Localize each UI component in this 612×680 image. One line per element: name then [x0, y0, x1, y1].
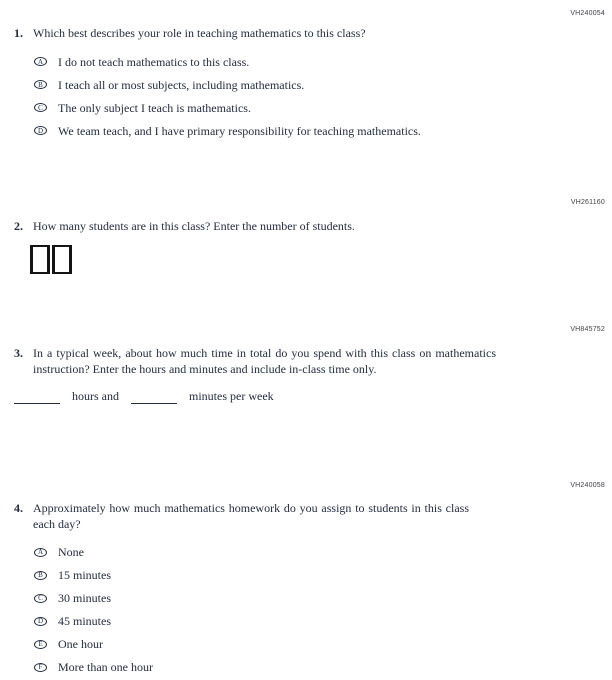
radio-oval-b-icon[interactable]: B — [34, 571, 47, 580]
question-2-number: 2. — [14, 219, 23, 233]
question-2-code: VH261160 — [570, 199, 605, 206]
digit-entry-box-2[interactable] — [52, 245, 72, 274]
question-3-code: VH845752 — [570, 326, 605, 333]
question-4-code: VH240058 — [570, 482, 605, 489]
option-label: One hour — [58, 637, 103, 651]
radio-oval-c-icon[interactable]: C — [34, 594, 47, 603]
question-4-option-a[interactable] — [34, 545, 469, 559]
question-1-code: VH240054 — [570, 10, 605, 17]
question-4-text: Approximately how much mathematics homework do you assign to students in this class each day? — [33, 501, 469, 531]
question-4-option-f[interactable] — [34, 660, 469, 674]
radio-oval-d-icon[interactable]: D — [34, 617, 47, 626]
question-1-option-c[interactable] — [34, 101, 534, 115]
option-label: None — [58, 545, 84, 559]
option-label: I teach all or most subjects, including mathematics. — [58, 77, 305, 92]
option-label: We team teach, and I have primary responsibility for teaching mathematics. — [58, 123, 421, 138]
question-2-text: How many students are in this class? Enter the number of students. — [33, 219, 355, 233]
question-1-head — [14, 26, 534, 42]
question-3-head — [14, 346, 496, 377]
question-4-option-b[interactable] — [34, 568, 469, 582]
radio-oval-a-icon[interactable]: A — [34, 548, 47, 557]
radio-oval-e-icon[interactable]: E — [34, 640, 47, 649]
hours-label: hours and — [72, 389, 119, 403]
option-label: The only subject I teach is mathematics. — [58, 100, 251, 115]
radio-oval-d-icon[interactable]: D — [34, 126, 47, 135]
radio-oval-b-icon[interactable]: B — [34, 80, 47, 89]
question-1-options — [34, 55, 534, 138]
question-2-head — [14, 219, 554, 235]
question-1-number: 1. — [14, 26, 23, 40]
question-3 — [14, 346, 496, 404]
option-label: More than one hour — [58, 660, 153, 674]
question-4-option-e[interactable] — [34, 637, 469, 651]
question-2 — [14, 219, 554, 274]
question-4-number: 4. — [14, 501, 23, 515]
radio-oval-c-icon[interactable]: C — [34, 103, 47, 112]
question-3-text: In a typical week, about how much time in total do you spend with this class on mathematics instruction? Enter the hours and minutes and include in-class time only. — [33, 346, 496, 376]
question-4-head — [14, 501, 469, 532]
option-label: 15 minutes — [58, 568, 111, 582]
question-1-option-b[interactable] — [34, 78, 534, 92]
question-1 — [14, 26, 534, 147]
hours-blank-field[interactable] — [14, 390, 60, 404]
option-label: I do not teach mathematics to this class. — [58, 54, 250, 69]
question-2-digit-boxes — [30, 245, 554, 274]
minutes-label: minutes per week — [189, 389, 274, 403]
question-4-option-c[interactable] — [34, 591, 469, 605]
radio-oval-a-icon[interactable]: A — [34, 57, 47, 66]
question-3-number: 3. — [14, 346, 23, 360]
digit-entry-box-1[interactable] — [30, 245, 50, 274]
option-label: 45 minutes — [58, 614, 111, 628]
question-1-text: Which best describes your role in teaching mathematics to this class? — [33, 26, 366, 40]
question-4-option-d[interactable] — [34, 614, 469, 628]
radio-oval-f-icon[interactable]: F — [34, 663, 47, 672]
question-4 — [14, 501, 469, 680]
question-3-fill-row — [14, 389, 496, 404]
question-1-option-d[interactable] — [34, 124, 534, 138]
option-label: 30 minutes — [58, 591, 111, 605]
question-1-option-a[interactable] — [34, 55, 534, 69]
minutes-blank-field[interactable] — [131, 390, 177, 404]
question-4-options — [34, 545, 469, 674]
